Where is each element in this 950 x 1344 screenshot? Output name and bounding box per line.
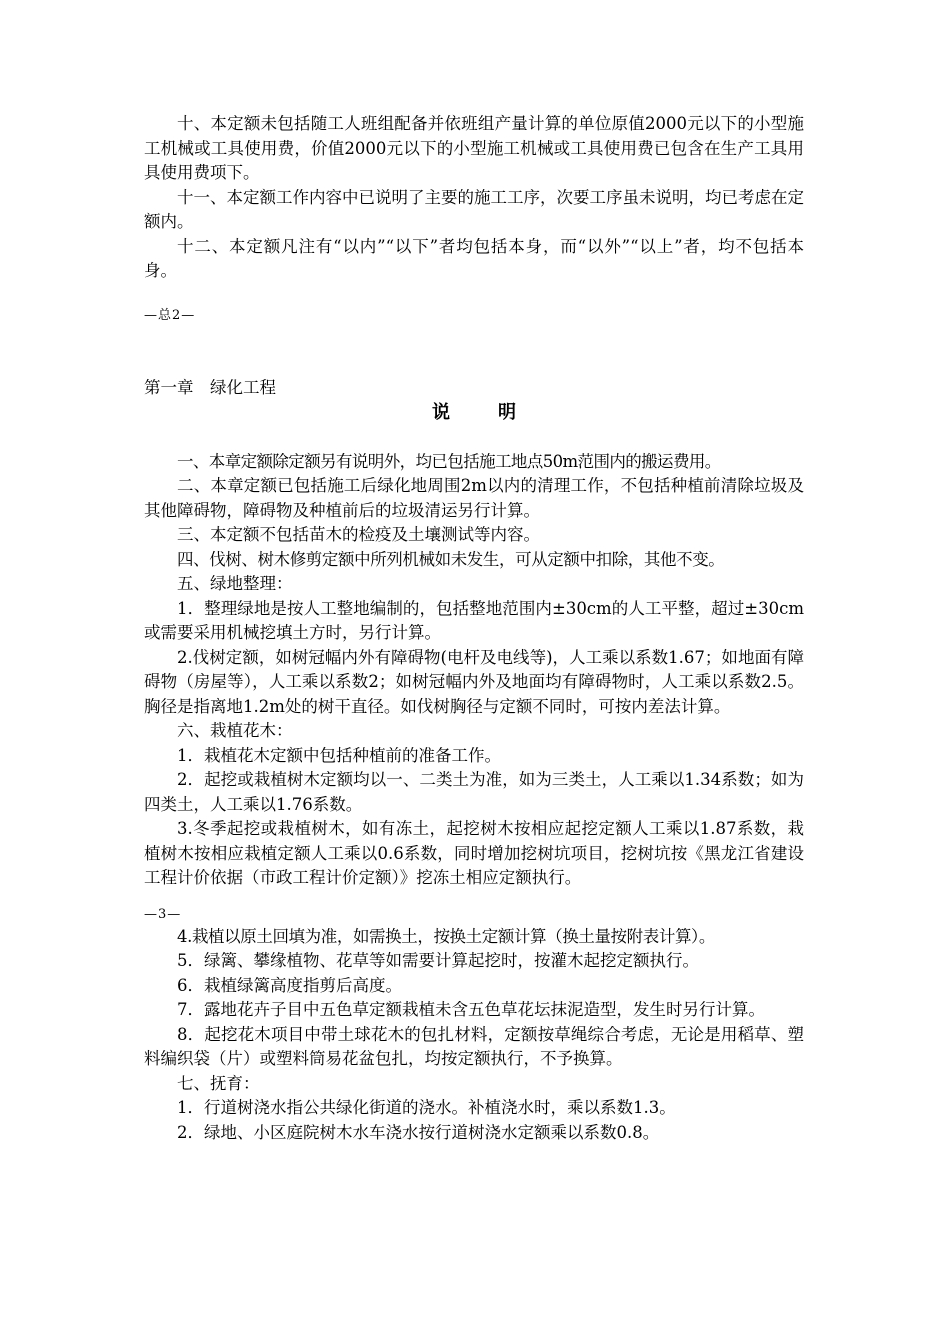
paragraph: 六、栽植花木：	[177, 721, 293, 740]
paragraph: 1．整理绿地是按人工整地编制的，包括整地范围内±30cm的人工平整，超过±30cm或需要采用机械挖填土方时，另行计算。	[144, 598, 804, 642]
paragraph: 1．栽植花木定额中包括种植前的准备工作。	[177, 745, 501, 765]
page-number: —总2—	[144, 307, 196, 323]
section-mid	[144, 450, 804, 891]
paragraph: 十一、本定额工作内容中已说明了主要的施工工序，次要工序虽未说明，均已考虑在定额内。	[144, 187, 804, 231]
paragraph: 2.伐树定额，如树冠幅内外有障碍物(电杆及电线等)，人工乘以系数1.67；如地面有障碍物（房屋等），人工乘以系数2；如树冠幅内外及地面均有障碍物时，人工乘以系数2.5。胸径是指离地1.2m处的树干直径。如伐树胸径与定额不同时，可按内差法计算。	[144, 647, 804, 716]
paragraph: 二、本章定额已包括施工后绿化地周围2m以内的清理工作，不包括种植前清除垃圾及其他障碍物，障碍物及种植前后的垃圾清运另行计算。	[144, 476, 804, 520]
paragraph: 1．行道树浇水指公共绿化街道的浇水。补植浇水时，乘以系数1.3。	[177, 1098, 676, 1117]
paragraph: 十、本定额未包括随工人班组配备并依班组产量计算的单位原值2000元以下的小型施工机械或工具使用费，价值2000元以下的小型施工机械或工具使用费已包含在生产工具用具使用费项下。	[144, 114, 804, 182]
chapter-title: 第一章 绿化工程	[144, 377, 276, 397]
paragraph: 6．栽植绿篱高度指剪后高度。	[177, 975, 402, 995]
paragraph: 五、绿地整理：	[177, 574, 293, 593]
paragraph: 4.栽植以原土回填为准，如需换土，按换土定额计算（换土量按附表计算）。	[177, 926, 715, 946]
paragraph: 四、伐树、树木修剪定额中所列机械如未发生，可从定额中扣除，其他不变。	[177, 549, 725, 569]
page-number: —3—	[144, 906, 182, 922]
paragraph: 5．绿篱、攀缘植物、花草等如需要计算起挖时，按灌木起挖定额执行。	[177, 951, 699, 970]
paragraph: 2．绿地、小区庭院树木水车浇水按行道树浇水定额乘以系数0.8。	[177, 1122, 660, 1142]
paragraph: 8．起挖花木项目中带土球花木的包扎材料，定额按草绳综合考虑，无论是用稻草、塑料编织袋（片）或塑料筒易花盆包扎，均按定额执行，不予换算。	[144, 1024, 804, 1068]
paragraph: 一、本章定额除定额另有说明外，均已包括施工地点50m范围内的搬运费用。	[177, 451, 721, 471]
paragraph: 2．起挖或栽植树木定额均以一、二类土为准，如为三类土，人工乘以1.34系数；如为四类土，人工乘以1.76系数。	[144, 770, 804, 814]
section-top	[144, 112, 804, 284]
document-page	[144, 112, 804, 1145]
paragraph: 3.冬季起挖或栽植树木，如有冻土，起挖树木按相应起挖定额人工乘以1.87系数，栽植树木按相应栽植定额人工乘以0.6系数，同时增加挖树坑项目，挖树坑按《黑龙江省建设工程计价依据（市政工程计价定额）》挖冻土相应定额执行。	[144, 819, 804, 887]
section-heading: 说明	[432, 401, 564, 423]
paragraph: 七、抚育：	[177, 1073, 260, 1093]
section-bottom	[144, 925, 804, 1146]
paragraph: 7．露地花卉子目中五色草定额栽植未含五色草花坛抹泥造型，发生时另行计算。	[177, 1000, 765, 1019]
paragraph: 十二、本定额凡注有“以内”“以下”者均包括本身，而“以外”“以上”者，均不包括本身。	[144, 236, 804, 280]
paragraph: 三、本定额不包括苗木的检疫及土壤测试等内容。	[177, 525, 540, 544]
